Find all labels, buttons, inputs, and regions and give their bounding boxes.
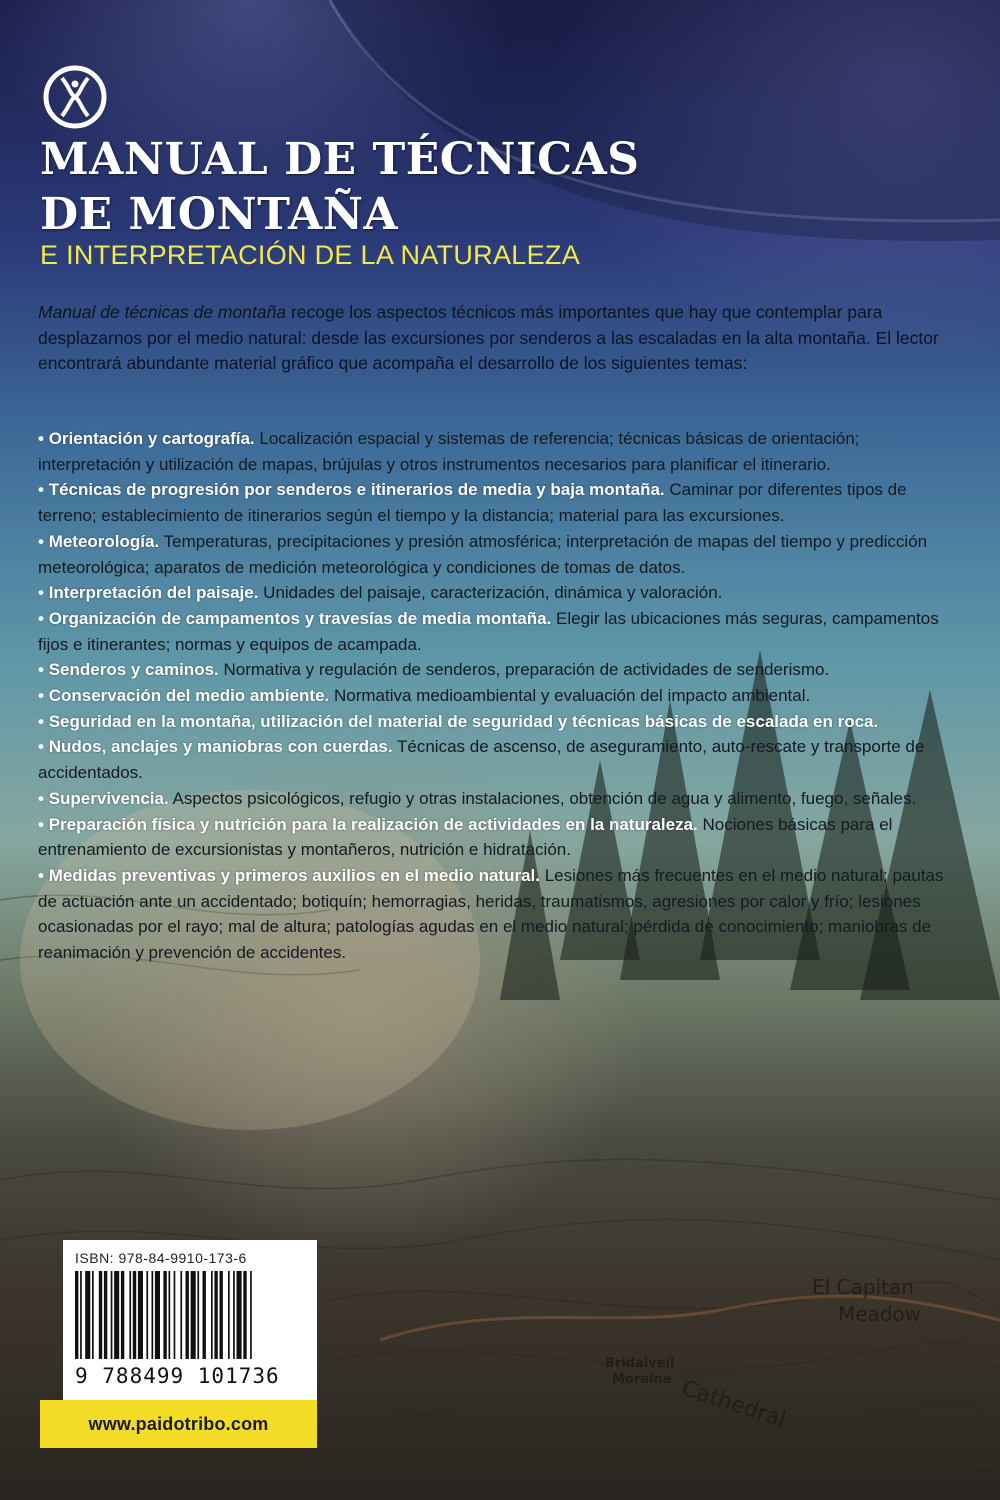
book-title [40,132,640,242]
bullet: • [38,788,49,808]
barcode-icon [73,1271,307,1361]
title-line: MANUAL DE TÉCNICAS [40,134,640,185]
isbn-label: ISBN: 978-84-9910-173-6 [75,1250,247,1266]
bullet: • [38,865,49,885]
topic-heading: Conservación del medio ambiente. [48,686,330,706]
map-label: Cathedral [678,1375,789,1434]
topic-heading: Meteorología. [48,531,160,551]
map-label: Bridalveil [605,1356,675,1371]
map-label: El Capitan [812,1275,914,1299]
topic-text: Unidades del paisaje, caracterización, dinámica y valoración. [258,583,723,603]
barcode-panel [63,1240,317,1400]
topic-heading: Orientación y cartografía. [48,429,255,448]
topic-item [38,863,960,966]
topic-heading: Seguridad en la montaña, utilización del material de seguridad y técnicas básicas de escalada en roca. [48,711,879,731]
topic-item [38,683,960,709]
topic-item [38,734,960,785]
topic-text: Elegir las ubicaciones más seguras, campamentos fijos e itinerantes; normas y equipos de acampada. [38,608,939,654]
bullet: • [38,480,49,500]
topic-item [38,529,960,580]
bullet: • [38,429,49,448]
topic-text: Caminar por diferentes tipos de terreno; establecimiento de itinerarios según el tiempo y la distancia; material para las excursiones. [38,480,907,526]
title-line: DE MONTAÑA [40,189,399,240]
bullet: • [38,660,49,680]
topic-text: Aspectos psicológicos, refugio y otras instalaciones, obtención de agua y alimento, fuego, señales. [168,788,917,808]
topic-text: Nociones básicas para el entrenamiento de excursionistas y montañeros, nutrición e hidratación. [38,814,893,860]
topic-heading: Supervivencia. [48,788,169,808]
topic-heading: Medidas preventivas y primeros auxilios en el medio natural. [48,865,540,885]
topic-item [38,786,960,812]
topic-item [38,657,960,683]
bullet: • [38,583,49,603]
website-banner [40,1400,317,1448]
map-label: Meadow [838,1302,922,1326]
topic-text: Localización espacial y sistemas de referencia; técnicas básicas de orientación; interpretación y utilización de mapas, brújulas y otros instrumentos necesarios para planificar el itinerario. [38,429,860,474]
topic-text: Lesiones más frecuentes en el medio natural; pautas de actuación ante un accidentado; botiquín; hemorragias, heridas, traumatismos, agresiones por calor y frío; lesiones ocasionadas por el rayo; mal de altura; patologías agudas en el medio natural; pérdida de conocimiento; maniobras de reanimación y prevención de accidentes. [38,865,944,963]
topic-heading: Nudos, anclajes y maniobras con cuerdas. [48,737,393,757]
topic-text: Normativa y regulación de senderos, preparación de actividades de senderismo. [218,660,830,680]
topic-heading: Preparación física y nutrición para la realización de actividades en la naturaleza. [48,814,698,834]
bullet: • [38,686,49,706]
intro-book-title: Manual de técnicas de montaña [38,302,287,322]
topic-text: Temperaturas, precipitaciones y presión atmosférica; interpretación de mapas del tiempo y predicción meteorológica; aparatos de medición meteorológica y condiciones de tomas de datos. [38,531,928,577]
website-url: www.paidotribo.com [88,1413,269,1434]
topic-heading: Senderos y caminos. [48,660,219,680]
topic-heading: Organización de campamentos y travesías de media montaña. [48,608,552,628]
topic-heading: Técnicas de progresión por senderos e itinerarios de media y baja montaña. [48,480,665,500]
topic-text: Normativa medioambiental y evaluación del impacto ambiental. [329,686,811,706]
intro-text: recoge los aspectos técnicos más importantes que hay que contemplar para desplazarnos por el medio natural: desde las excursiones por senderos a las escaladas en la alta montaña. El lector encontrará abundante material gráfico que acompaña el desarrollo de los siguientes temas: [38,302,939,373]
book-subtitle: E INTERPRETACIÓN DE LA NATURALEZA [40,240,580,270]
bullet: • [38,711,49,731]
topic-list [38,426,960,966]
topic-item [38,812,960,863]
topic-text: Técnicas de ascenso, de aseguramiento, auto-rescate y transporte de accidentados. [38,737,925,783]
topic-item [38,606,960,657]
publisher-logo-icon [42,64,108,130]
bullet: • [38,737,49,757]
bullet: • [38,531,49,551]
map-label: Moraine [612,1372,672,1387]
topic-item [38,477,960,528]
topic-item [38,709,960,735]
topic-item [38,426,960,477]
topic-item [38,580,960,606]
topic-heading: Interpretación del paisaje. [48,583,259,603]
barcode-number: 9 788499 101736 [75,1364,280,1388]
bullet: • [38,608,49,628]
intro-paragraph [38,300,962,377]
bullet: • [38,814,49,834]
